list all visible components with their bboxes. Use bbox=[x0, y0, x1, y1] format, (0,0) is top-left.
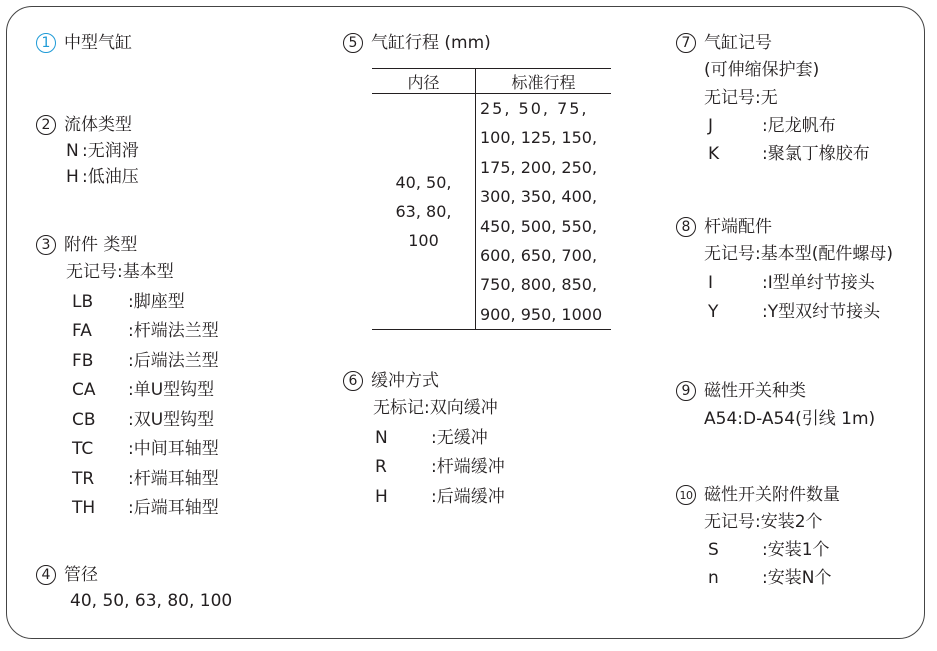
section-title: 缓冲方式 bbox=[371, 371, 439, 391]
section-number: 5 bbox=[343, 33, 363, 53]
list-item: R :杆端缓冲 bbox=[375, 457, 505, 477]
section-5 bbox=[343, 30, 491, 56]
list-item: K :聚氯丁橡胶布 bbox=[708, 144, 870, 164]
table-header-stroke: 标准行程 bbox=[476, 69, 612, 94]
section-number: 7 bbox=[676, 33, 696, 53]
list-item: H :后端缓冲 bbox=[375, 486, 505, 507]
section-8 bbox=[676, 214, 893, 327]
section-title: 中型气缸 bbox=[64, 33, 132, 53]
section-6 bbox=[343, 368, 505, 512]
default-option: 无标记:双向缓冲 bbox=[373, 398, 498, 418]
section-9 bbox=[676, 378, 875, 434]
list-item: S :安装1个 bbox=[708, 540, 830, 560]
section-number: 9 bbox=[676, 381, 696, 401]
default-option: 无记号:基本型(配件螺母) bbox=[704, 244, 893, 264]
section-1 bbox=[36, 30, 132, 56]
bore-list: 40, 50, 63, 80, 100 bbox=[70, 591, 233, 611]
table-header-bore: 内径 bbox=[372, 69, 476, 94]
list-item: I :I型单纣节接头 bbox=[708, 273, 875, 293]
section-number: 10 bbox=[676, 485, 696, 505]
section-title: 气缸行程 (mm) bbox=[371, 33, 491, 53]
list-item: n :安装N个 bbox=[708, 568, 832, 588]
section-10 bbox=[676, 482, 840, 592]
list-item: CB :双U型钩型 bbox=[72, 409, 215, 430]
section-title: 磁性开关种类 bbox=[704, 381, 806, 401]
default-option: 无记号:安装2个 bbox=[704, 512, 823, 532]
section-title: 附件 类型 bbox=[64, 235, 138, 255]
section-number: 8 bbox=[676, 217, 696, 237]
section-title: 流体类型 bbox=[64, 115, 132, 135]
switch-type: A54:D-A54(引线 1m) bbox=[704, 409, 876, 429]
stroke-cell: 25, 50, 75, 100, 125, 150, 175, 200, 250, 300, 350, 400, 450, 500, 550, 600, 650, 700, 750, 800, 850, 900, 950, 1000 bbox=[476, 94, 612, 330]
section-title: 管径 bbox=[64, 565, 98, 585]
section-number: 1 bbox=[36, 33, 56, 53]
list-item: TC :中间耳轴型 bbox=[72, 439, 219, 459]
list-item: FB :后端法兰型 bbox=[72, 350, 219, 371]
list-item: N :无润滑 bbox=[66, 141, 139, 161]
section-7 bbox=[676, 30, 870, 168]
default-option: 无记号:无 bbox=[704, 88, 778, 108]
list-item: J :尼龙帆布 bbox=[708, 116, 836, 136]
section-3 bbox=[36, 232, 219, 524]
section-number: 4 bbox=[36, 565, 56, 585]
default-option: 无记号:基本型 bbox=[66, 262, 174, 282]
section-subtitle: (可伸缩保护套) bbox=[704, 60, 820, 80]
list-item: CA :单U型钩型 bbox=[72, 380, 215, 400]
section-number: 2 bbox=[36, 115, 56, 135]
table-row bbox=[372, 94, 611, 330]
section-title: 磁性开关附件数量 bbox=[704, 485, 840, 505]
section-2 bbox=[36, 112, 139, 190]
list-item: LB :脚座型 bbox=[72, 291, 185, 312]
section-4 bbox=[36, 562, 232, 614]
section-title: 气缸记号 bbox=[704, 33, 772, 53]
list-item: H :低油压 bbox=[66, 167, 139, 187]
list-item: TR :杆端耳轴型 bbox=[72, 468, 219, 489]
section-title: 杆端配件 bbox=[704, 217, 772, 237]
stroke-table bbox=[372, 68, 611, 330]
section-number: 3 bbox=[36, 235, 56, 255]
list-item: TH :后端耳轴型 bbox=[72, 498, 219, 518]
section-number: 6 bbox=[343, 371, 363, 391]
list-item: N :无缓冲 bbox=[375, 427, 488, 448]
list-item: FA :杆端法兰型 bbox=[72, 321, 219, 341]
bore-cell: 40, 50, 63, 80, 100 bbox=[372, 94, 476, 330]
list-item: Y :Y型双纣节接头 bbox=[708, 302, 881, 322]
